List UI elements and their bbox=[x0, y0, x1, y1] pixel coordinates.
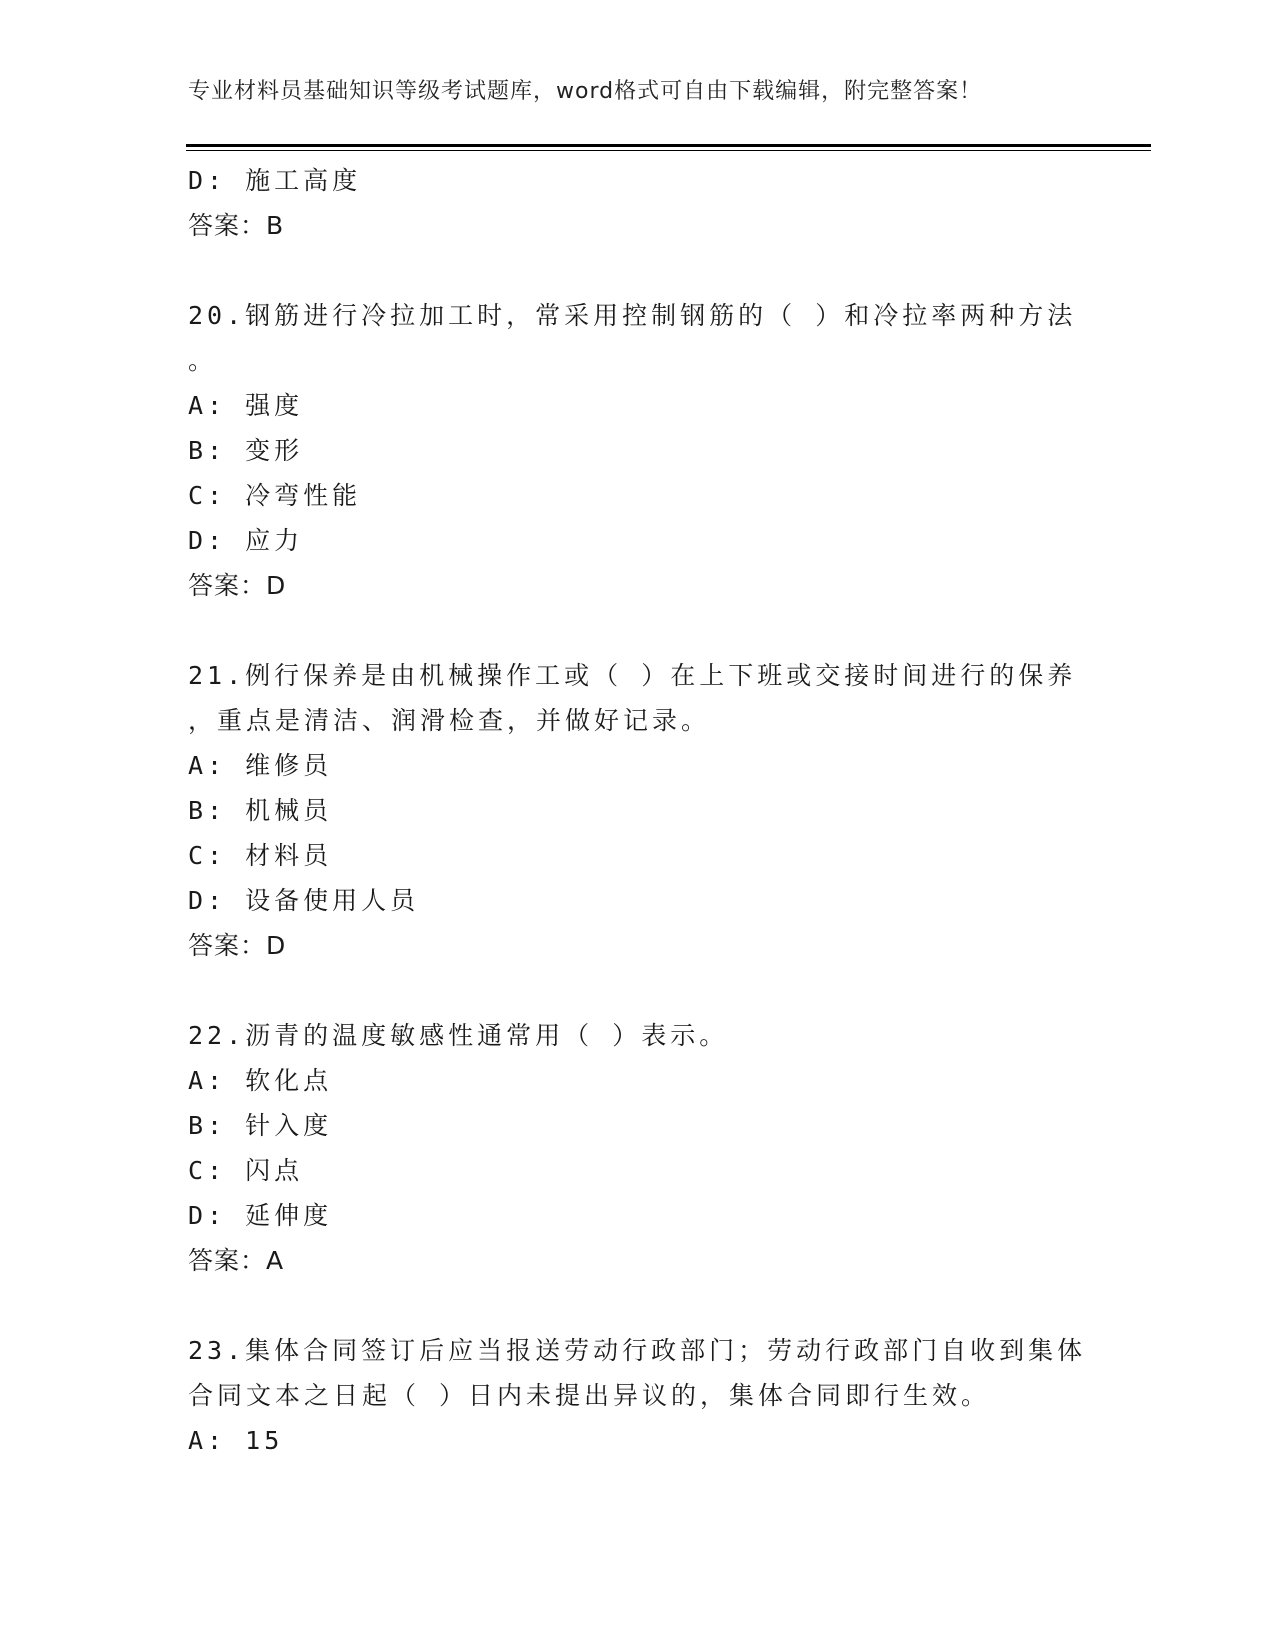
option-b: B: 机械员 bbox=[188, 796, 333, 825]
header-rule-thick bbox=[186, 144, 1151, 147]
question-content bbox=[188, 158, 1088, 1463]
answer: 答案：A bbox=[188, 1246, 285, 1275]
option-d: D: 设备使用人员 bbox=[188, 886, 420, 915]
option-a: A: 15 bbox=[188, 1426, 284, 1455]
answer: 答案：B bbox=[188, 211, 285, 240]
question-stem: 21.例行保养是由机械操作工或（ ）在上下班或交接时间进行的保养 bbox=[188, 661, 1077, 690]
question-stem: 22.沥青的温度敏感性通常用（ ）表示。 bbox=[188, 1021, 729, 1050]
question-stem: 20.钢筋进行冷拉加工时，常采用控制钢筋的（ ）和冷拉率两种方法 bbox=[188, 301, 1077, 330]
question-23 bbox=[188, 1328, 1088, 1463]
page-header: 专业材料员基础知识等级考试题库，word格式可自由下载编辑，附完整答案！ bbox=[188, 79, 983, 104]
answer: 答案：D bbox=[188, 931, 287, 960]
question-stem: 23.集体合同签订后应当报送劳动行政部门；劳动行政部门自收到集体 bbox=[188, 1336, 1087, 1365]
option-c: C: 闪点 bbox=[188, 1156, 304, 1185]
question-21 bbox=[188, 653, 1088, 968]
header-rule-thin bbox=[186, 150, 1151, 151]
option-d: D: 应力 bbox=[188, 526, 304, 555]
option-d: D: 延伸度 bbox=[188, 1201, 333, 1230]
option-b: B: 针入度 bbox=[188, 1111, 333, 1140]
option-a: A: 维修员 bbox=[188, 751, 333, 780]
question-22 bbox=[188, 1013, 1088, 1283]
option-a: A: 软化点 bbox=[188, 1066, 333, 1095]
question-20 bbox=[188, 293, 1088, 608]
question-stem: ，重点是清洁、润滑检查，并做好记录。 bbox=[188, 706, 711, 735]
option-d: D: 施工高度 bbox=[188, 166, 362, 195]
question-stem: 合同文本之日起（ ）日内未提出异议的，集体合同即行生效。 bbox=[188, 1381, 991, 1410]
question-stem: 。 bbox=[188, 346, 218, 375]
option-a: A: 强度 bbox=[188, 391, 304, 420]
option-b: B: 变形 bbox=[188, 436, 304, 465]
option-c: C: 材料员 bbox=[188, 841, 333, 870]
answer: 答案：D bbox=[188, 571, 287, 600]
option-c: C: 冷弯性能 bbox=[188, 481, 362, 510]
